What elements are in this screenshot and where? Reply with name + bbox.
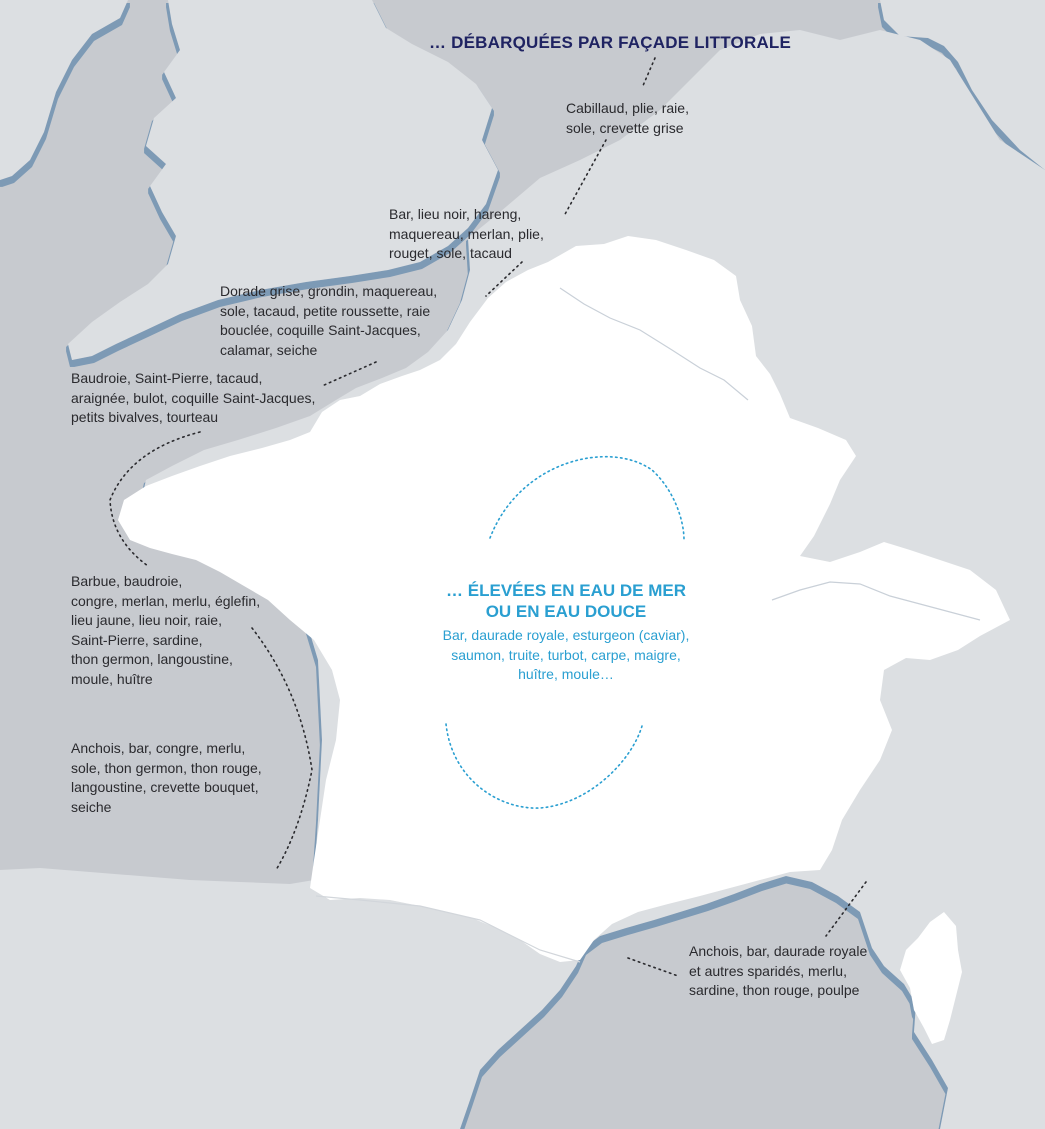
zone-line: seiche — [71, 798, 112, 815]
zone-line: rouget, sole, tacaud — [389, 245, 512, 261]
zone-line: sardine, thon rouge, poulpe — [689, 982, 860, 998]
aquaculture-title — [406, 580, 726, 622]
zone-southern-atlantic — [71, 739, 262, 817]
zone-line: lieu jaune, lieu noir, raie, — [71, 612, 222, 628]
aquaculture-title-line: OU EN EAU DOUCE — [485, 602, 647, 621]
aquaculture-species — [406, 626, 726, 685]
aquaculture-title-line: … ÉLEVÉES EN EAU DE MER — [446, 581, 686, 600]
zone-northern-atlantic — [71, 572, 260, 689]
zone-line: Barbue, baudroie, — [71, 573, 183, 589]
zone-line: sole, crevette grise — [566, 119, 684, 136]
zone-line: Saint-Pierre, sardine, — [71, 631, 203, 648]
zone-line: langoustine, crevette bouquet, — [71, 779, 259, 795]
zone-line: congre, merlan, merlu, églefin, — [71, 592, 261, 609]
zone-line: Anchois, bar, daurade royale — [689, 943, 868, 959]
zone-line: maquereau, merlan, plie, — [389, 225, 544, 242]
zone-line: araignée, bulot, coquille Saint-Jacques, — [71, 389, 316, 406]
zone-north-sea — [566, 99, 689, 138]
zone-line: Dorade grise, grondin, maquereau, — [220, 283, 438, 299]
zone-western-channel — [71, 369, 315, 428]
zone-line: Anchois, bar, congre, merlu, — [71, 740, 246, 756]
landed-title: … DÉBARQUÉES PAR FAÇADE LITTORALE — [429, 33, 792, 52]
aquaculture-species-line: Bar, daurade royale, esturgeon (caviar), — [442, 627, 690, 643]
zone-mediterranean — [689, 942, 867, 1001]
zone-line: petits bivalves, tourteau — [71, 409, 219, 425]
zone-line: Baudroie, Saint-Pierre, tacaud, — [71, 370, 263, 386]
zone-line: sole, tacaud, petite roussette, raie — [220, 302, 431, 319]
zone-line: moule, huître — [71, 670, 153, 687]
zone-eastern-channel — [389, 205, 544, 264]
aquaculture-species-line: saumon, truite, turbot, carpe, maigre, — [451, 646, 681, 663]
zone-central-channel — [220, 282, 437, 360]
zone-line: sole, thon germon, thon rouge, — [71, 759, 262, 776]
zone-line: et autres sparidés, merlu, — [689, 962, 847, 979]
zone-line: thon germon, langoustine, — [71, 651, 233, 667]
zone-line: Bar, lieu noir, hareng, — [389, 206, 522, 222]
zone-line: calamar, seiche — [220, 341, 318, 358]
zone-line: Cabillaud, plie, raie, — [566, 100, 689, 116]
aquaculture-block — [406, 580, 726, 685]
zone-line: bouclée, coquille Saint-Jacques, — [220, 322, 421, 338]
aquaculture-species-line: huître, moule… — [518, 666, 614, 682]
